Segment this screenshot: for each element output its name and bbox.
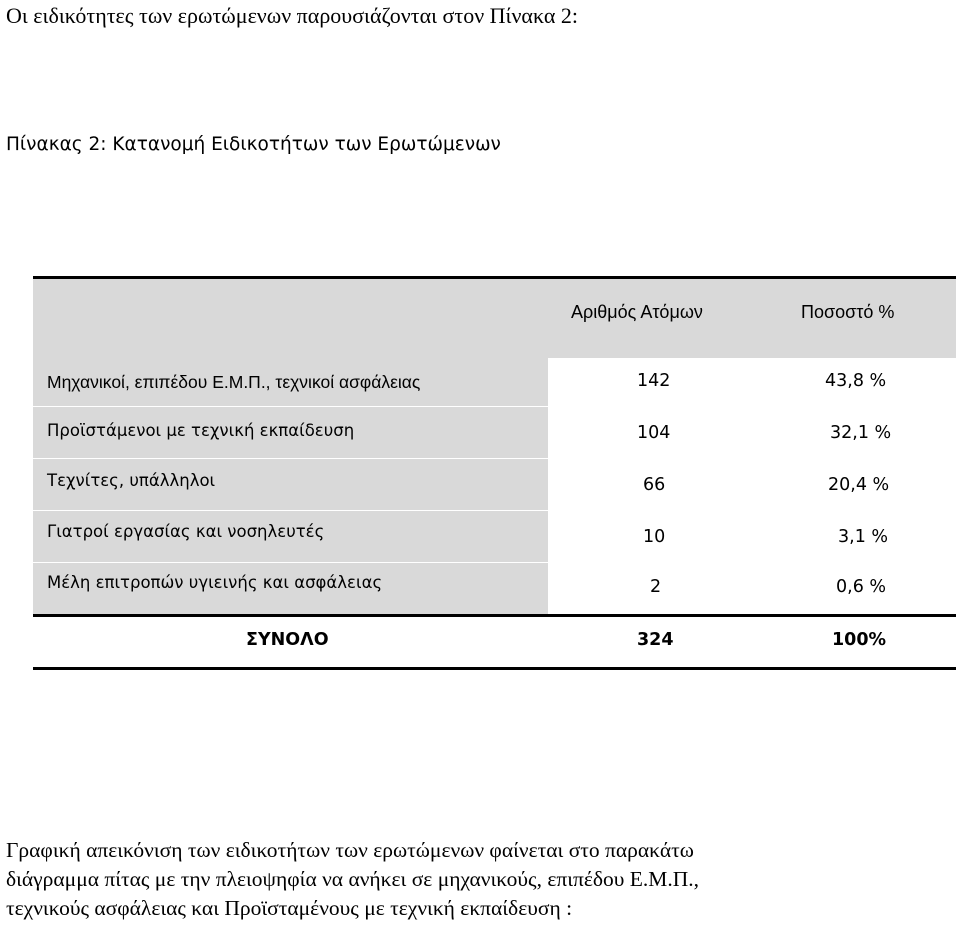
total-rule: [33, 614, 956, 617]
value-columns-band: [548, 358, 956, 614]
distribution-table: [33, 276, 956, 670]
row-separator: [33, 510, 548, 511]
row-label: Μηχανικοί, επιπέδου Ε.Μ.Π., τεχνικοί ασφάλειας: [47, 372, 421, 392]
header-percent: Ποσοστό %: [801, 302, 895, 322]
closing-paragraph: [6, 836, 699, 923]
row-label: Μέλη επιτροπών υγιεινής και ασφάλειας: [47, 573, 383, 592]
total-band: [33, 617, 956, 667]
total-percent: 100%: [832, 630, 887, 650]
row-percent: 32,1 %: [830, 423, 892, 443]
row-count: 66: [643, 475, 666, 495]
row-label: Τεχνίτες, υπάλληλοι: [47, 471, 216, 490]
row-count: 2: [650, 577, 662, 597]
top-rule: [33, 276, 956, 279]
row-separator: [33, 458, 548, 459]
row-separator: [33, 406, 548, 407]
closing-line: Γραφική απεικόνιση των ειδικοτήτων των ερωτώμενων φαίνεται στο παρακάτω: [6, 838, 694, 862]
header-count: Αριθμός Ατόμων: [571, 302, 703, 322]
row-separator: [33, 562, 548, 563]
row-percent: 3,1 %: [838, 527, 889, 547]
total-count: 324: [637, 630, 674, 650]
closing-line: διάγραμμα πίτας με την πλειοψηφία να ανήκει σε μηχανικούς, επιπέδου Ε.Μ.Π.,: [6, 867, 700, 891]
row-count: 142: [637, 371, 671, 391]
row-percent: 20,4 %: [828, 475, 890, 495]
row-label: Προϊστάμενοι με τεχνική εκπαίδευση: [47, 421, 355, 440]
row-count: 104: [637, 423, 671, 443]
row-label: Γιατροί εργασίας και νοσηλευτές: [47, 522, 325, 541]
row-percent: 43,8 %: [825, 371, 887, 391]
row-count: 10: [643, 527, 666, 547]
closing-line: τεχνικούς ασφάλειας και Προϊσταμένους με τεχνική εκπαίδευση :: [6, 896, 573, 920]
intro-paragraph: Οι ειδικότητες των ερωτώμενων παρουσιάζονται στον Πίνακα 2:: [6, 3, 578, 28]
bottom-rule: [33, 667, 956, 670]
table-caption: Πίνακας 2: Κατανομή Ειδικοτήτων των Ερωτώμενων: [6, 134, 501, 155]
total-label: ΣΥΝΟΛΟ: [246, 630, 329, 650]
row-percent: 0,6 %: [836, 577, 887, 597]
